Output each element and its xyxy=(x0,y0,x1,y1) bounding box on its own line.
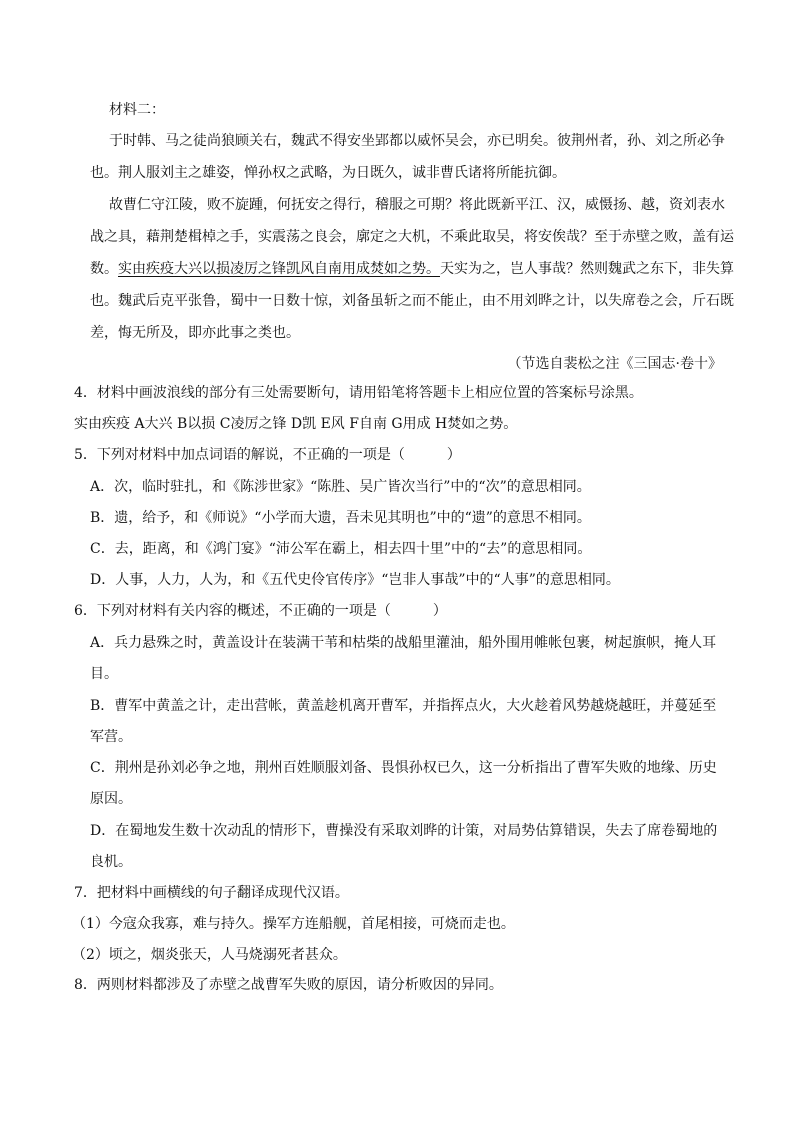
question-6-option-c-line-1: C．荆州是孙刘必争之地，荆州百姓顺服刘备、畏惧孙权已久，这一分析指出了曹军失败的地缘、历史 xyxy=(90,760,717,776)
question-6-stem: 6．下列对材料有关内容的概述，不正确的一项是（ ） xyxy=(74,603,447,619)
question-6-option-d-line-2: 良机。 xyxy=(90,854,132,870)
question-7-stem: 7．把材料中画横线的句子翻译成现代汉语。 xyxy=(74,885,349,901)
material-paragraph-2-line-4: 也。魏武后克平张鲁，蜀中一日数十惊，刘备虽斩之而不能止，由不用刘晔之计，以失席卷之会，斤石既 xyxy=(90,293,734,309)
question-6-option-a-line-1: A．兵力悬殊之时，黄盖设计在装满干苇和枯柴的战船里灌油，船外围用帷帐包裹，树起旗帜，掩人耳 xyxy=(90,635,717,651)
material-heading: 材料二： xyxy=(109,102,165,118)
question-6-option-a-line-2: 目。 xyxy=(90,666,118,682)
material-paragraph-1-line-2: 也。荆人服刘主之雄姿，惮孙权之武略，为日既久，诚非曹氏诸将所能抗御。 xyxy=(90,165,566,181)
material-paragraph-2-line-2: 战之具，藉荆楚楫棹之手，实震荡之良会，廓定之大机，不乘此取吴，将安俟哉？至于赤壁之败，盖有运 xyxy=(90,229,734,245)
question-8-stem: 8．两则材料都涉及了赤壁之战曹军失败的原因，请分析败因的异同。 xyxy=(74,977,503,993)
material-paragraph-1-line-1: 于时韩、马之徒尚狼顾关右，魏武不得安坐郢都以威怀吴会，亦已明矣。彼荆州者，孙、刘之所必争 xyxy=(109,133,725,149)
material-paragraph-2-line-3 xyxy=(90,259,734,279)
question-5-option-c: C．去，距离，和《鸿门宴》“沛公军在霸上，相去四十里”中的“去”的意思相同。 xyxy=(90,541,592,557)
text-run: 天实为之，岂人事哉？然则魏武之东下，非失算 xyxy=(440,261,734,277)
material-paragraph-2-line-1: 故曹仁守江陵，败不旋踵，何抚安之得行，稽服之可期？将此既新平江、汉，威慑扬、越，资刘表水 xyxy=(109,197,725,213)
question-6-option-c-line-2: 原因。 xyxy=(90,791,132,807)
text-run: 数。 xyxy=(90,261,118,277)
question-5-option-a: A．次，临时驻扎，和《陈涉世家》“陈胜、吴广皆次当行”中的“次”的意思相同。 xyxy=(90,479,591,495)
question-5-stem: 5．下列对材料中加点词语的解说，不正确的一项是（ ） xyxy=(74,447,461,463)
question-4-stem: 4．材料中画波浪线的部分有三处需要断句，请用铅笔将答题卡上相应位置的答案标号涂黑。 xyxy=(74,385,643,401)
underlined-sentence: 实由疾疫大兴以损凌厉之锋凯风自南用成焚如之势。 xyxy=(118,261,440,277)
source-citation: （节选自裴松之注《三国志·卷十》 xyxy=(507,356,722,372)
question-6-option-b-line-1: B．曹军中黄盖之计，走出营帐，黄盖趁机离开曹军，并指挥点火，大火趁着风势越烧越旺，并蔓延至 xyxy=(90,698,717,714)
material-paragraph-2-line-5: 差，悔无所及，即亦此事之类也。 xyxy=(90,325,300,341)
question-6-option-d-line-1: D．在蜀地发生数十次动乱的情形下，曹操没有采取刘晔的计策，对局势估算错误，失去了席卷蜀地的 xyxy=(90,823,718,839)
question-6-option-b-line-2: 军营。 xyxy=(90,729,132,745)
question-4-sentence: 实由疾疫 A大兴 B以损 C凌厉之锋 D凯 E风 F自南 G用成 H焚如之势。 xyxy=(74,416,518,432)
question-7-sentence-2: （2）顷之，烟炎张天，人马烧溺死者甚众。 xyxy=(72,947,347,963)
question-5-option-b: B．遗，给予，和《师说》“小学而大遗，吾未见其明也”中的“遗”的意思不相同。 xyxy=(90,510,591,526)
question-7-sentence-1: （1）今寇众我寡，难与持久。操军方连船舰，首尾相接，可烧而走也。 xyxy=(72,916,515,932)
question-5-option-d: D．人事，人力，人为，和《五代史伶官传序》“岂非人事哉”中的“人事”的意思相同。 xyxy=(90,572,620,588)
